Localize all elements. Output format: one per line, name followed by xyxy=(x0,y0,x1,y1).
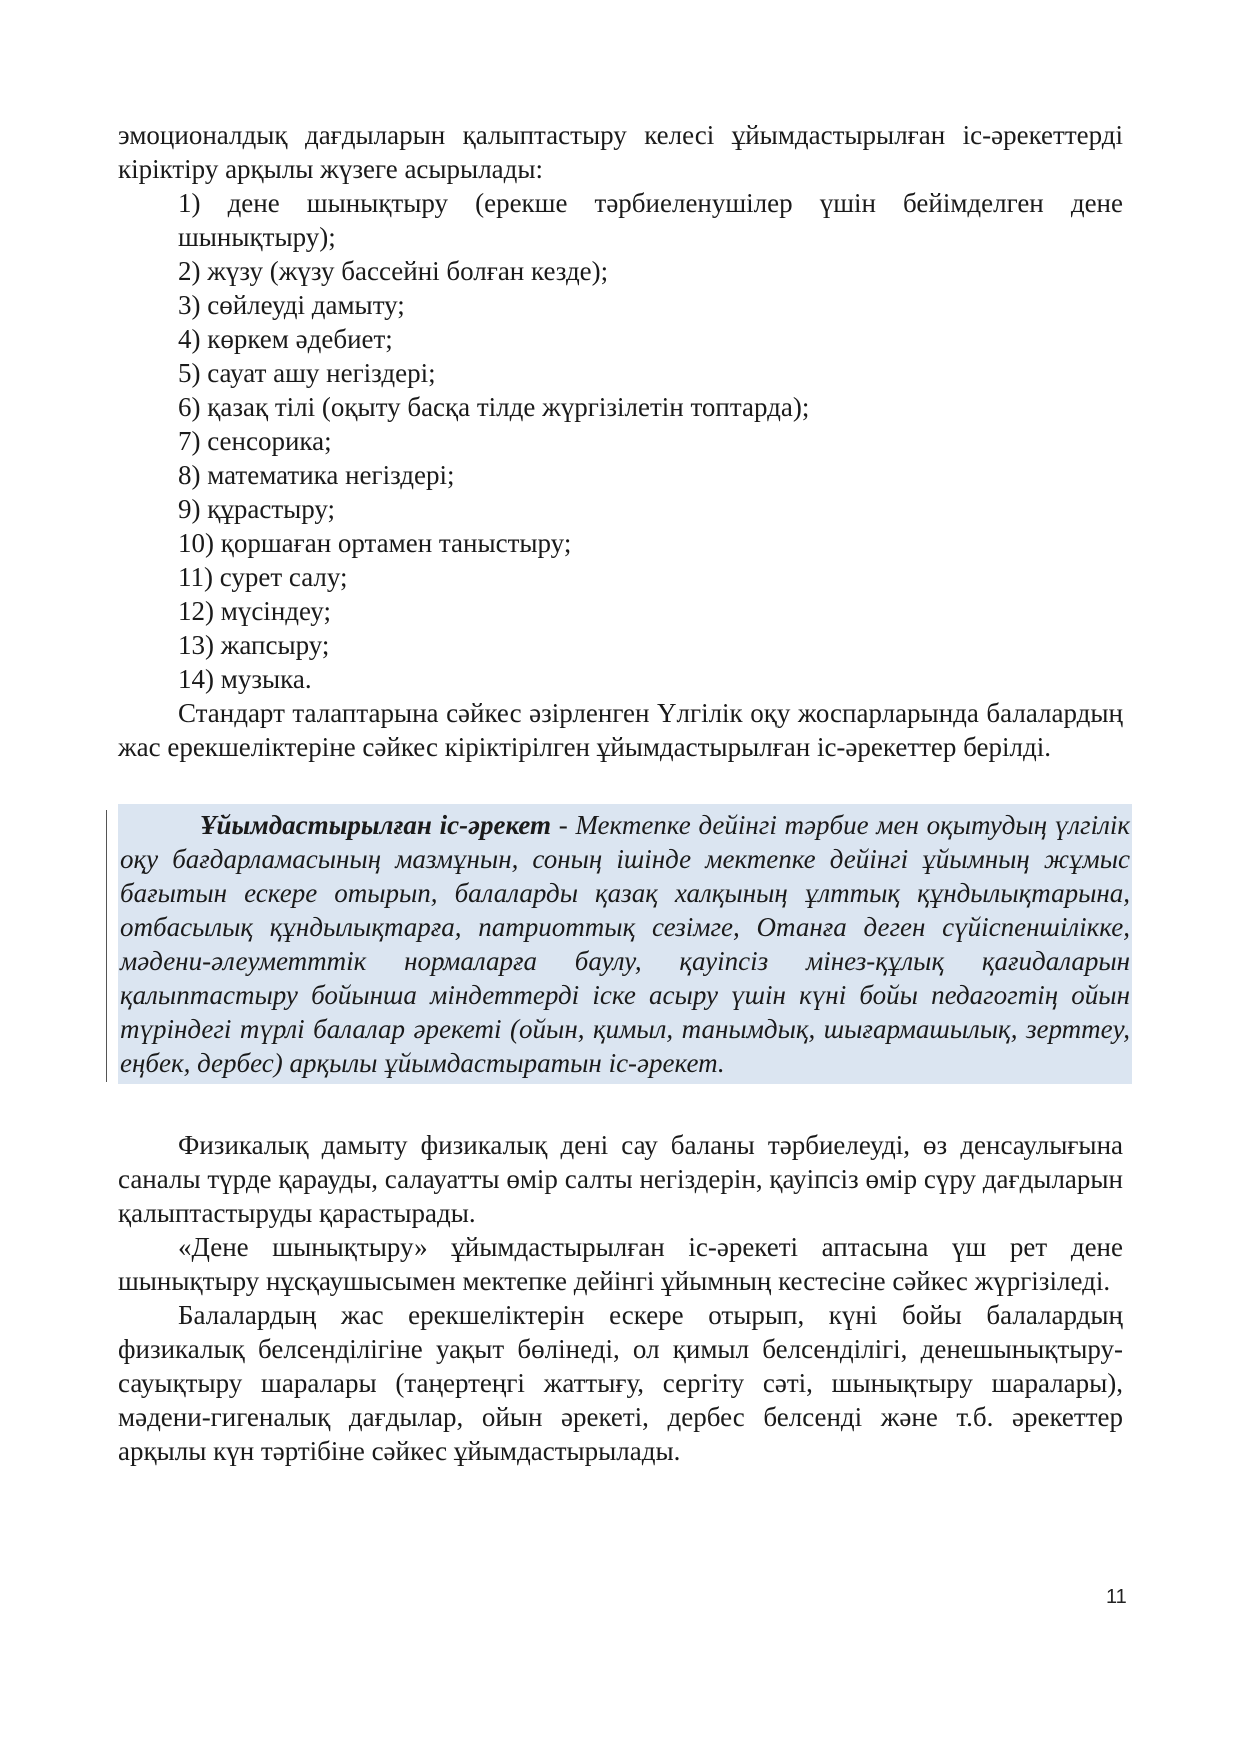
definition-callout xyxy=(118,804,1132,1084)
list-item: 7) сенсорика; xyxy=(178,426,332,456)
list-item: 8) математика негіздері; xyxy=(178,460,455,490)
list-item: 12) мүсіндеу; xyxy=(178,596,331,626)
list-item: 13) жапсыру; xyxy=(178,630,330,660)
list-item: 4) көркем әдебиет; xyxy=(178,324,393,354)
definition-term: Ұйымдастырылған іс-әрекет xyxy=(200,810,552,840)
page-number: 11 xyxy=(1106,1586,1127,1608)
physical-paragraph: «Дене шынықтыру» ұйымдастырылған іс-әрекеті аптасына үш рет дене шынықтыру нұсқаушысымен мектепке дейінгі ұйымның кестесіне сәйкес жүргізіледі. xyxy=(118,1232,1123,1296)
physical-paragraph: Балалардың жас ерекшеліктерін ескере отырып, күні бойы балалардың физикалық белсенділігіне уақыт бөлінеді, ол қимыл белсенділігі, денешынықтыру-сауықтыру шаралары (таңертеңгі жаттығу, сергіту сәті, шынықтыру шаралары), мәдени-гигеналық дағдылар, ойын әрекеті, дербес белсенді және т.б. әрекеттер арқылы күн тәртібіне сәйкес ұйымдастырылады. xyxy=(118,1300,1123,1466)
list-item: 11) сурет салу; xyxy=(178,562,348,592)
definition-text: - Мектепке дейінгі тәрбие мен оқытудың үлгілік оқу бағдарламасының мазмұнын, соның ішінде мектепке дейінгі ұйымның жұмыс бағытын ескере отырып, балаларды қазақ халқының ұлттық құндылықтарына, отбасылық құндылықтарға, патриоттық сезімге, Отанға деген сүйіспеншілікке, мәдени-әлеуметттік нормаларға баулу, қауіпсіз мінез-құлық қағидаларын қалыптастыру бойынша міндеттерді іске асыру үшін күні бойы педагогтің ойын түріндегі түрлі балалар әрекеті (ойын, қимыл, танымдық, шығармашылық, зерттеу, еңбек, дербес) арқылы ұйымдастыратын іс-әрекет. xyxy=(120,810,1130,1078)
list-item: 2) жүзу (жүзу бассейні болған кезде); xyxy=(178,256,609,286)
intro-paragraph: эмоционалдық дағдыларын қалыптастыру келесі ұйымдастырылған іс-әрекеттерді кіріктіру арқылы жүзеге асырылады: xyxy=(118,120,1123,184)
activities-list xyxy=(118,186,1123,696)
definition-paragraph xyxy=(120,808,1130,1080)
physical-paragraph: Физикалық дамыту физикалық дені сау баланы тәрбиелеуді, өз денсаулығына саналы түрде қарауды, салауатты өмір салты негіздерін, қауіпсіз өмір сүру дағдыларын қалыптастыруды қарастырады. xyxy=(118,1130,1123,1228)
list-item: 6) қазақ тілі (оқыту басқа тілде жүргізілетін топтарда); xyxy=(178,392,810,422)
list-item: 3) сөйлеуді дамыту; xyxy=(178,290,405,320)
list-item: 10) қоршаған ортамен таныстыру; xyxy=(178,528,572,558)
standard-paragraph: Стандарт талаптарына сәйкес әзірленген Үлгілік оқу жоспарларында балалардың жас ерекшеліктеріне сәйкес кіріктірілген ұйымдастырылған іс-әрекеттер берілді. xyxy=(118,698,1123,762)
list-item: 9) құрастыру; xyxy=(178,494,336,524)
list-item: 14) музыка. xyxy=(178,664,312,694)
list-item: 5) сауат ашу негіздері; xyxy=(178,358,436,388)
document-page xyxy=(118,118,1130,1468)
list-item: 1) дене шынықтыру (ерекше тәрбиеленушілер үшін бейімделген дене шынықтыру); xyxy=(178,188,1123,252)
